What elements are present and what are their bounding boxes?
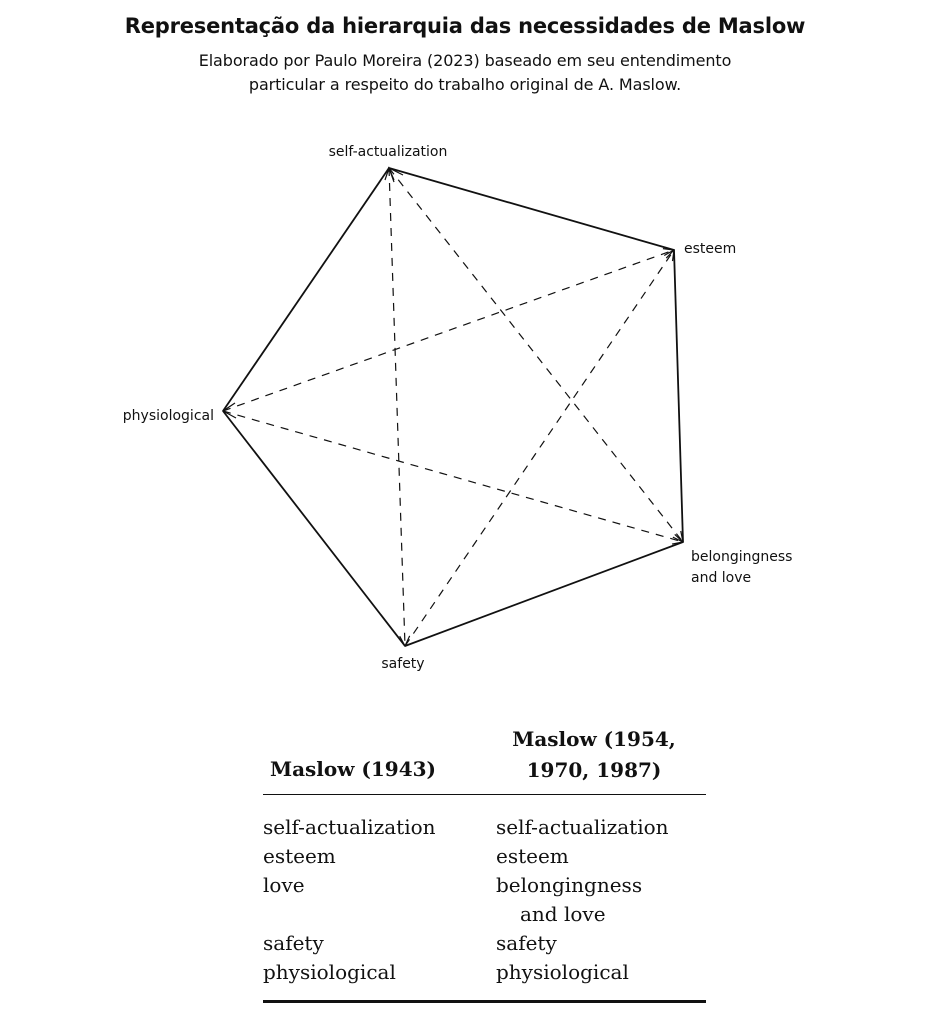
table-cell: safety	[496, 931, 557, 955]
table-cell-continuation: and love	[520, 902, 606, 926]
node-label-safety: safety	[381, 656, 425, 672]
arrow-tails	[223, 168, 403, 418]
node-label-self-actualization: self-actualization	[328, 144, 448, 160]
arrow-safety-to-esteem	[405, 250, 674, 646]
table-cell-empty	[263, 900, 436, 929]
table-cell: belongingness	[496, 873, 643, 897]
table-column-1954-1970-1987	[496, 813, 669, 987]
table-cell: self-actualization	[263, 815, 436, 839]
edge-physiological-self-actualization	[223, 168, 389, 411]
edge-self-actualization-esteem	[389, 168, 674, 250]
table-cell: esteem	[263, 844, 336, 868]
table-top-rule	[263, 794, 706, 795]
node-label-esteem: esteem	[684, 241, 737, 257]
page-title: Representação da hierarquia das necessidades de Maslow	[124, 14, 806, 38]
edge-esteem-belonging	[674, 250, 683, 542]
table-header-maslow-1954-1970-1987	[483, 724, 705, 786]
node-label-belongingness: belongingness	[691, 549, 793, 565]
edge-belonging-safety	[405, 542, 683, 646]
table-cell: love	[263, 873, 305, 897]
page-subtitle-line-1: Elaborado por Paulo Moreira (2023) baseado em seu entendimento	[198, 51, 732, 70]
arrow-physiological-to-esteem	[223, 250, 674, 411]
table-cell: self-actualization	[496, 815, 669, 839]
node-label-and-love: and love	[691, 570, 752, 586]
dashed-arrows	[223, 168, 683, 646]
table-cell: safety	[263, 931, 324, 955]
table-cell: esteem	[496, 844, 569, 868]
table-header-line-1: Maslow (1954,	[512, 727, 676, 751]
table-header-line-2: 1970, 1987)	[526, 758, 662, 782]
table-column-1943	[263, 813, 436, 987]
arrow-physiological-to-belonging	[223, 411, 683, 542]
page-subtitle-line-2: particular a respeito do trabalho original de A. Maslow.	[248, 75, 682, 94]
node-label-physiological: physiological	[122, 408, 214, 424]
edge-safety-physiological	[223, 411, 405, 646]
table-cell: physiological	[496, 960, 629, 984]
table-header-maslow-1943: Maslow (1943)	[269, 757, 437, 781]
pentagon-outline	[223, 168, 683, 646]
arrow-self-actualization-to-safety	[389, 168, 405, 646]
table-cell: physiological	[263, 960, 396, 984]
table-bottom-rule	[263, 1000, 706, 1003]
arrow-self-actualization-to-belonging	[389, 168, 683, 542]
